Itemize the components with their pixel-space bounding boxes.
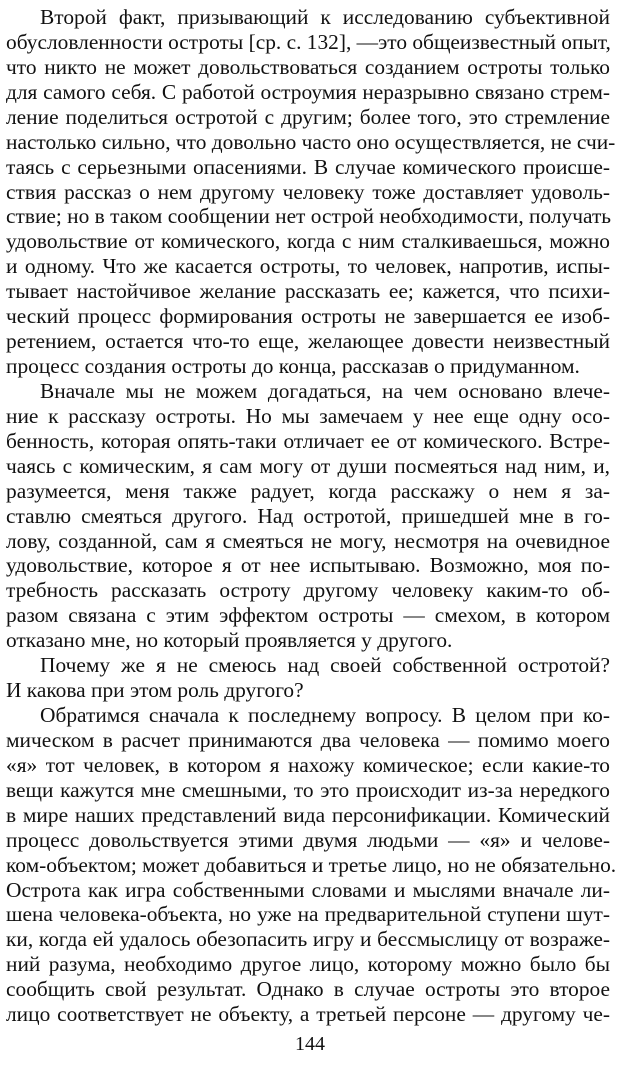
text-line: ставлю смеяться другого. Над остротой, пришедшей мне в го- (6, 503, 610, 528)
text-line: что никто не может довольствоваться созданием остроты только (6, 54, 610, 79)
text-line: Обратимся сначала к последнему вопросу. В целом при ко- (40, 703, 610, 728)
text-line: таясь с серьезными опасениями. В случае комического происше- (6, 154, 610, 179)
text-line: сообщить свой результат. Однако в случае остроты это второе (6, 977, 610, 1002)
text-line: мическом в расчет принимаются два человека — помимо моего (6, 727, 610, 752)
text-line: удовольствие от комического, когда с ним сталкиваешься, можно (6, 229, 610, 254)
text-line: Почему же я не смеюсь над своей собственной остротой? (40, 653, 610, 678)
text-line: ние к рассказу остроты. Но мы замечаем у нее еще одну осо- (6, 403, 610, 428)
text-line: ление поделиться остротой с другим; более того, это стремление (6, 104, 610, 129)
text-line: в мире наших представлений вида персонификации. Комический (6, 802, 610, 827)
text-line: чаясь с комическим, я сам могу от души посмеяться над ним, и, (6, 453, 610, 478)
text-line: и одному. Что же касается остроты, то человек, напротив, испы- (6, 254, 610, 279)
text-line: требность рассказать остроту другому человеку каким-то об- (6, 578, 610, 603)
text-line: лицо соответствует не объекту, а третьей персоне — другому че- (6, 1002, 610, 1027)
text-line: тывает настойчивое желание рассказать ее; кажется, что психи- (6, 279, 610, 304)
text-line: вещи кажутся мне смешными, то это происходит из-за нередкого (6, 777, 610, 802)
text-line: бенность, которая опять-таки отличает ее от комического. Встре- (6, 428, 610, 453)
text-line: удовольствие, которое я от нее испытываю. Возможно, моя по- (6, 553, 610, 578)
text-line: для самого себя. С работой остроумия неразрывно связано стрем- (6, 79, 610, 104)
text-line: ретением, остается что-то еще, желающее довести неизвестный (6, 329, 610, 354)
text-line: процесс довольствуется этими двумя людьми — «я» и челове- (6, 827, 610, 852)
text-line: шена человека-объекта, но уже на предварительной ступени шут- (6, 902, 610, 927)
text-line: процесс создания остроты до конца, рассказав о придуманном. (6, 354, 580, 379)
text-line: ческий процесс формирования остроты не завершается ее изоб- (6, 304, 610, 329)
text-line: разом связана с этим эффектом остроты — смехом, в котором (6, 603, 610, 628)
text-line: Острота как игра собственными словами и мыслями вначале ли- (6, 877, 610, 902)
text-line: отказано мне, но который проявляется у другого. (6, 628, 453, 653)
text-line: ствия рассказ о нем другому человеку тоже доставляет удоволь- (6, 179, 610, 204)
text-line: лову, созданной, сам я смеяться не могу, несмотря на очевидное (6, 528, 610, 553)
text-line: обусловленности остроты [ср. с. 132], —это общеизвестный опыт, (6, 29, 611, 54)
text-line: разумеется, меня также радует, когда расскажу о нем я за- (6, 478, 610, 503)
text-line: Второй факт, призывающий к исследованию субъективной (40, 5, 610, 29)
text-line: И какова при этом роль другого? (6, 678, 304, 703)
text-line: настолько сильно, что довольно часто оно осуществляется, не счи- (6, 129, 616, 154)
text-line: Вначале мы не можем догадаться, на чем основано влече- (40, 378, 610, 403)
text-line: ки, когда ей удалось обезопасить игру и бессмыслицу от возраже- (6, 927, 610, 952)
page-number: 144 (295, 1033, 325, 1055)
text-line: ствие; но в таком сообщении нет острой необходимости, получать (6, 204, 612, 229)
text-line: «я» тот человек, в котором я нахожу комическое; если какие-то (6, 752, 610, 777)
text-line: ний разума, необходимо другое лицо, которому можно было бы (6, 952, 610, 977)
text-line: ком-объектом; может добавиться и третье лицо, но не обязательно. (6, 852, 617, 877)
